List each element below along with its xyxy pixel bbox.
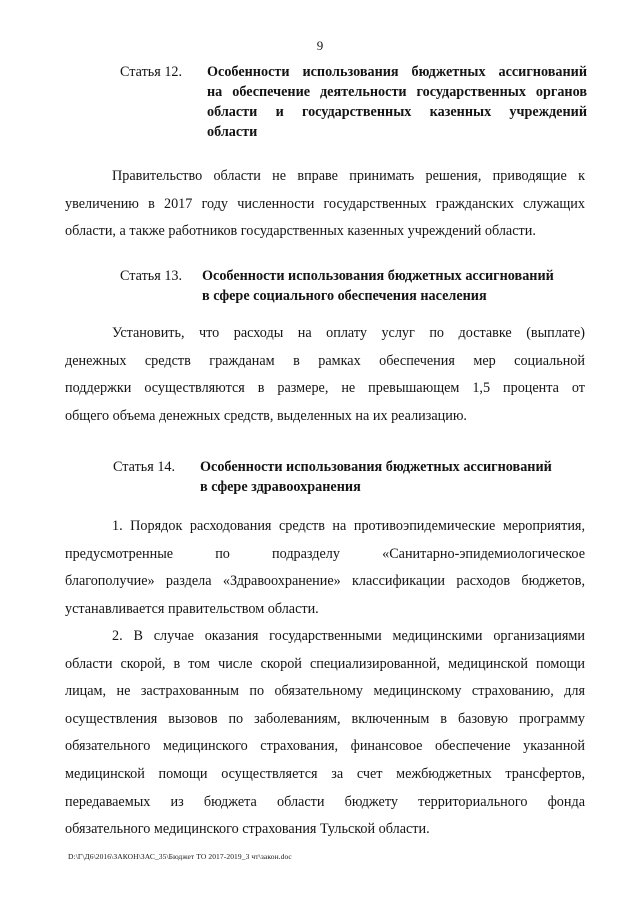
article-12-title <box>207 62 587 142</box>
paragraph-line: передаваемых из бюджета области бюджету территориального фонда <box>65 793 585 810</box>
paragraph-line: Правительство области не вправе принимать решения, приводящие к <box>112 168 585 184</box>
file-path-footer: D:\Г\Д6\2016\ЗАКОН\ЗАС_35\Бюджет ТО 2017-2019_3 чт\закон.doc <box>68 852 292 861</box>
article-12-heading <box>120 62 587 142</box>
article-13-paragraph <box>65 320 585 430</box>
paragraph-line: общего объема денежных средств, выделенных на их реализацию. <box>65 407 467 424</box>
article-12-label: Статья 12. <box>120 64 183 80</box>
paragraph-line: обязательного медицинского страхования Тульской области. <box>65 821 430 838</box>
paragraph-line: обязательного медицинского страхования, финансовое обеспечение указанной <box>65 738 585 755</box>
paragraph-line: 1. Порядок расходования средств на противоэпидемические мероприятия, <box>112 518 585 534</box>
article-12-title-line: области <box>207 124 258 140</box>
article-13-label: Статья 13. <box>120 268 183 284</box>
article-13-heading <box>120 266 577 306</box>
paragraph-line: 2. В случае оказания государственными медицинскими организациями <box>112 628 585 644</box>
article-14-heading <box>113 457 580 497</box>
article-14-title-line: в сфере здравоохранения <box>200 479 361 495</box>
paragraph-line: лицам, не застрахованным по обязательному медицинскому страхованию, для <box>65 683 585 700</box>
article-12-title-line: области и государственных казенных учреждений <box>207 104 587 120</box>
paragraph-line: устанавливается правительством области. <box>65 600 319 617</box>
paragraph-line: осуществления вызовов по заболеваниям, включенным в базовую программу <box>65 710 585 727</box>
paragraph-line: благополучие» раздела «Здравоохранение» классификации расходов бюджетов, <box>65 573 585 590</box>
article-12-paragraph <box>65 163 585 246</box>
article-14-title <box>200 457 580 497</box>
paragraph-line: денежных средств гражданам в рамках обеспечения мер социальной <box>65 352 585 369</box>
article-13-title-line: в сфере социального обеспечения населения <box>202 288 487 304</box>
paragraph-line: области скорой, в том числе скорой специализированной, медицинской помощи <box>65 655 585 672</box>
paragraph-line: предусмотренные по подразделу «Санитарно-эпидемиологическое <box>65 545 585 562</box>
article-14-paragraph-1 <box>65 513 585 623</box>
paragraph-line: Установить, что расходы на оплату услуг по доставке (выплате) <box>112 325 585 341</box>
article-12-title-line: Особенности использования бюджетных ассигнований <box>207 64 587 80</box>
article-13-title <box>202 266 577 306</box>
paragraph-line: увеличению в 2017 году численности государственных гражданских служащих <box>65 195 585 212</box>
article-14-title-line: Особенности использования бюджетных ассигнований <box>200 459 552 475</box>
paragraph-line: области, а также работников государственных казенных учреждений области. <box>65 223 536 240</box>
article-14-label: Статья 14. <box>113 459 176 475</box>
paragraph-line: поддержки осуществляются в размере, не превышающем 1,5 процента от <box>65 380 585 397</box>
article-14-paragraph-2 <box>65 623 585 844</box>
paragraph-line: медицинской помощи осуществляется за счет межбюджетных трансфертов, <box>65 765 585 782</box>
article-13-title-line: Особенности использования бюджетных ассигнований <box>202 268 554 284</box>
article-12-title-line: на обеспечение деятельности государственных органов <box>207 84 587 100</box>
page-number: 9 <box>316 38 324 53</box>
